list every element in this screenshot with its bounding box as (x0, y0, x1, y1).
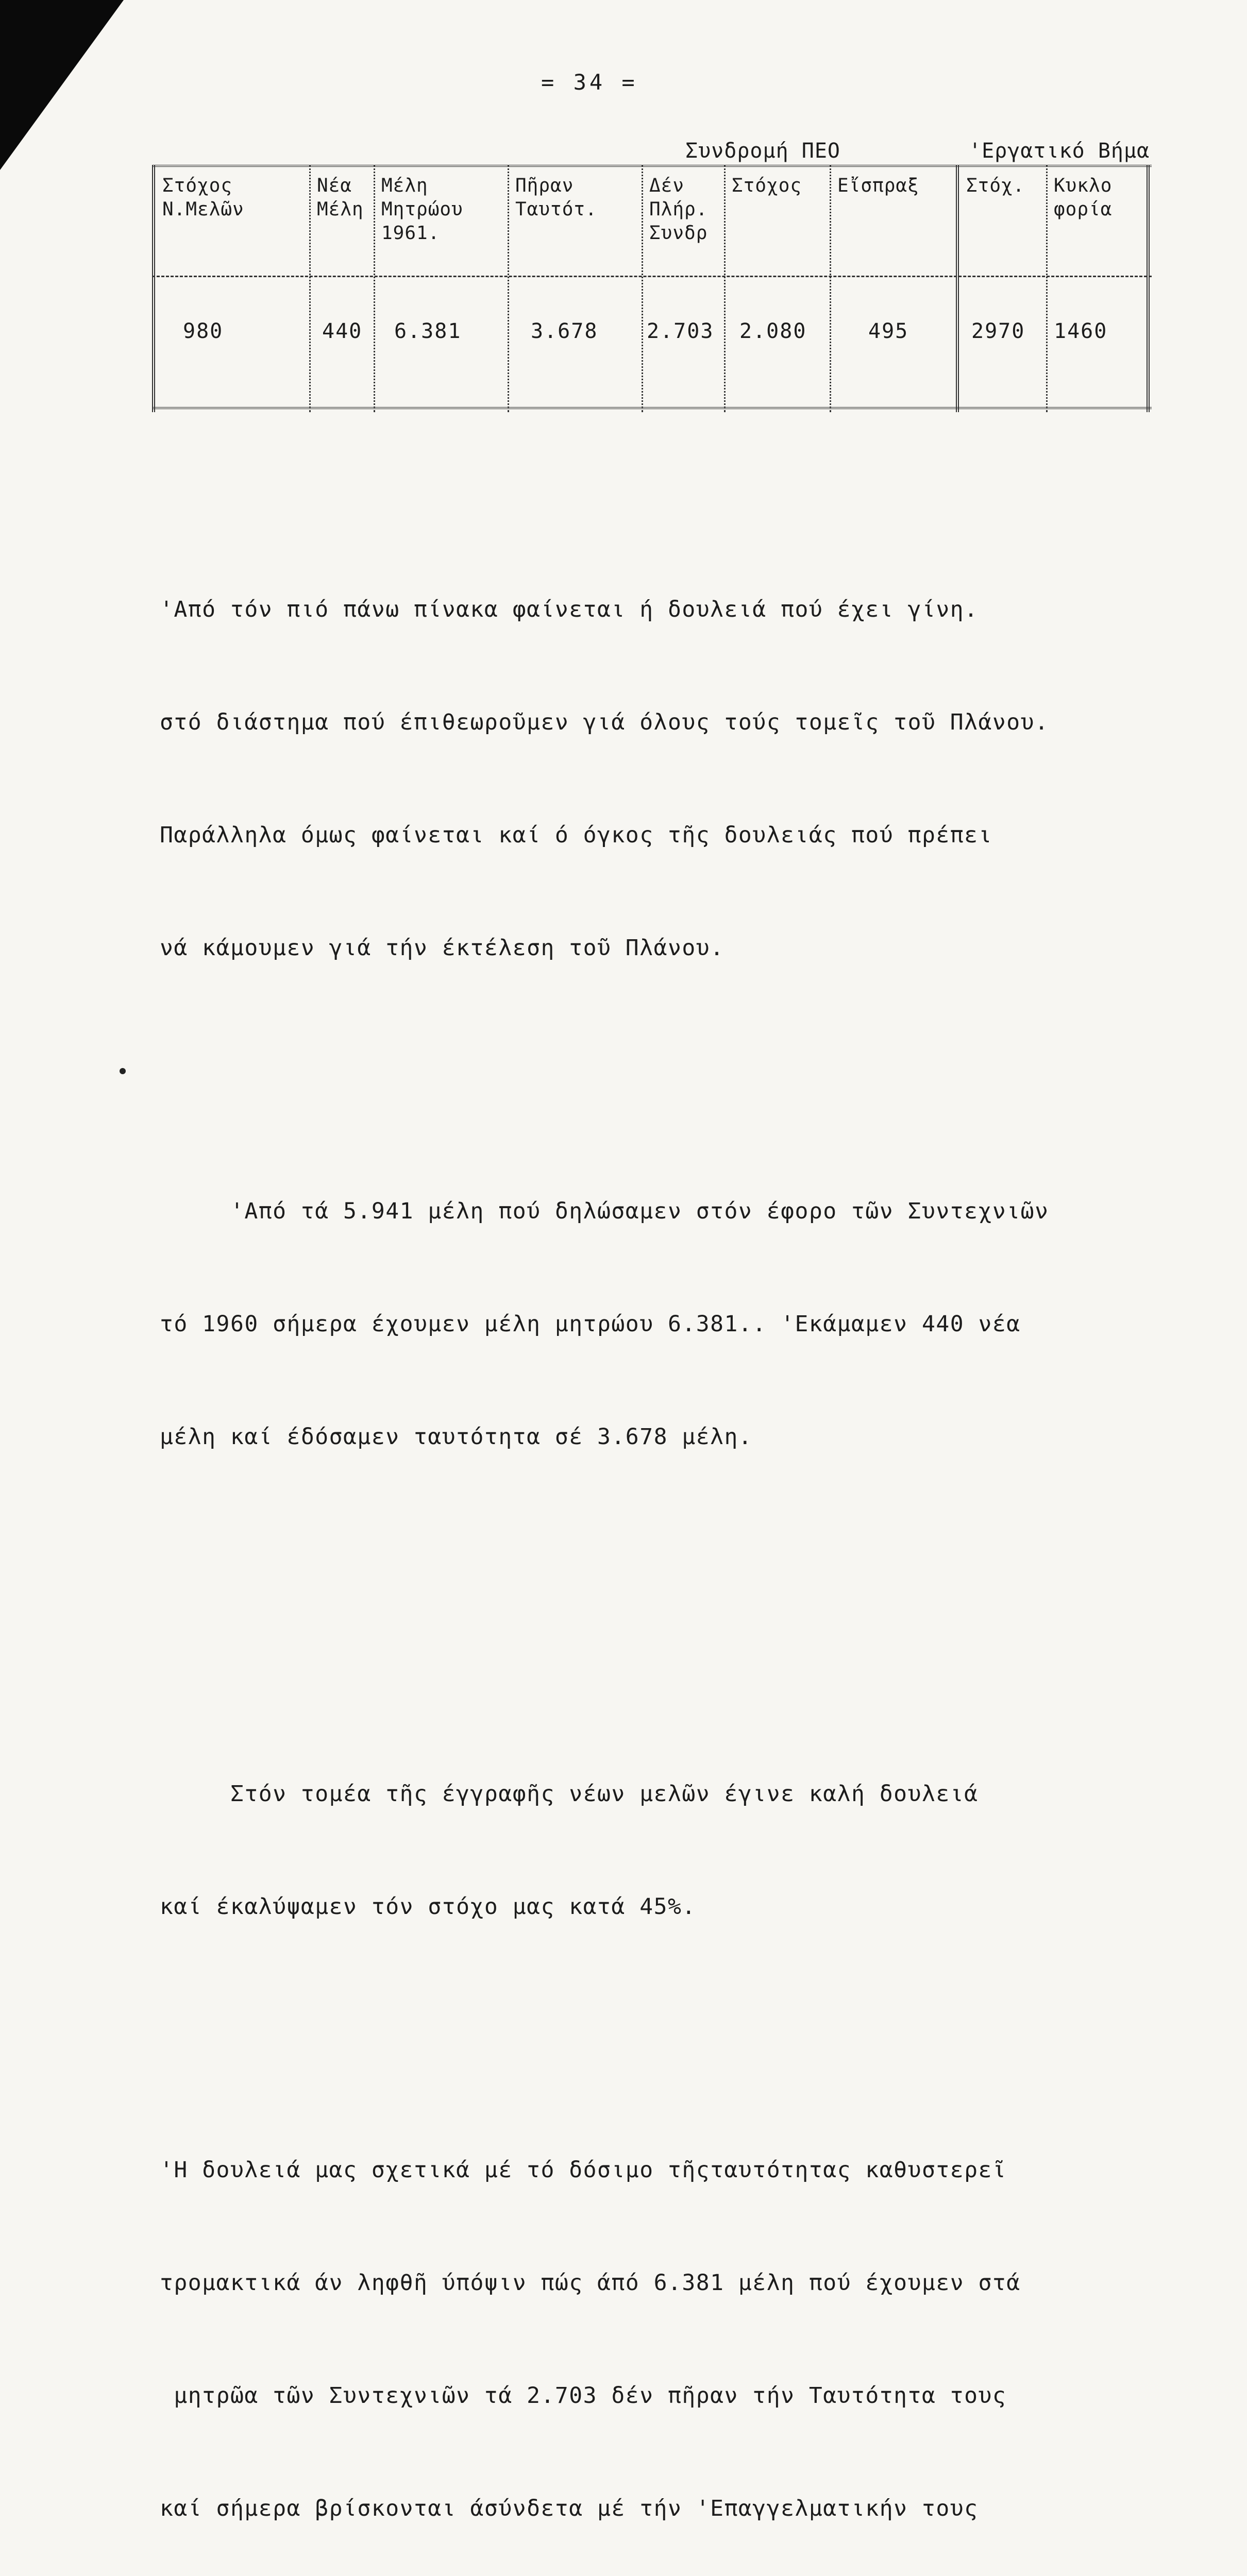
text-line: στό διάστημα πού έπιθεωροῦμεν γιά όλους τούς τομεῖς τοῦ Πλάνου. (160, 709, 1049, 735)
text-line: μητρῶα τῶν Συντεχνιῶν τά 2.703 δέν πῆραν τήν Ταυτότητα τους (160, 2383, 1007, 2409)
table-divider (374, 165, 375, 412)
value-got-id: 3.678 (531, 319, 598, 343)
value-peo-collected: 495 (868, 319, 909, 343)
value-vima-circulation: 1460 (1054, 319, 1108, 343)
table-divider (309, 165, 311, 412)
text-line: τρομακτικά άν ληφθῆ ύπόψιν πώς άπό 6.381 μέλη πού έχουμεν στά (160, 2270, 1021, 2296)
scan-corner-shadow (0, 0, 124, 170)
table-header-rule (152, 276, 1152, 277)
body-text (160, 440, 1139, 2576)
paragraph (160, 2076, 1139, 2576)
header-peo-target: Στόχος (732, 175, 802, 196)
value-new-members: 440 (322, 319, 363, 343)
text-line: καί έκαλύψαμεν τόν στόχο μας κατά 45%. (160, 1894, 696, 1920)
table-border-right (1147, 165, 1150, 412)
group-label-peo: Συνδρομή ΠΕΟ (685, 139, 840, 163)
paragraph (160, 1700, 1139, 2001)
header-unpaid-dues: Δέν Πλήρ. Συνδρ (649, 175, 708, 244)
paragraph (160, 1117, 1139, 1531)
header-got-id: Πῆραν Ταυτότ. (515, 175, 597, 220)
text-line: Στόν τομέα τῆς έγγραφῆς νέων μελῶν έγινε καλή δουλειά (160, 1781, 979, 1807)
text-line: Παράλληλα όμως φαίνεται καί ό όγκος τῆς δουλειάς πού πρέπει (160, 822, 992, 848)
text-line: νά κάμουμεν γιά τήν έκτέλεση τοῦ Πλάνου. (160, 935, 724, 961)
table-divider (830, 165, 831, 412)
header-registry-members: Μέλη Μητρώου 1961. (381, 175, 463, 244)
paragraph (160, 516, 1139, 1042)
text-line: καί σήμερα βρίσκονται άσύνδετα μέ τήν 'Επαγγελματικήν τους (160, 2496, 979, 2521)
value-peo-target: 2.080 (739, 319, 807, 343)
text-line: μέλη καί έδόσαμεν ταυτότητα σέ 3.678 μέλη. (160, 1424, 753, 1450)
value-registry-members: 6.381 (394, 319, 462, 343)
margin-dot (120, 1068, 126, 1074)
group-label-ergatiko-vima: 'Εργατικό Βήμα (969, 139, 1150, 163)
value-unpaid-dues: 2.703 (647, 319, 714, 343)
table-divider (724, 165, 726, 412)
text-line: 'Από τά 5.941 μέλη πού δηλώσαμεν στόν έφορο τῶν Συντεχνιῶν (160, 1198, 1049, 1224)
header-new-members: Νέα Μέλη (317, 175, 364, 220)
value-vima-target: 2970 (971, 319, 1025, 343)
table-border-left (152, 165, 155, 412)
header-peo-collected: Εἴσπραξ (837, 175, 919, 196)
text-line: 'Η δουλειά μας σχετικά μέ τό δόσιμο τῆςταυτότητας καθυστερεῖ (160, 2157, 1007, 2183)
header-vima-circulation: Κυκλο φορία (1054, 175, 1113, 220)
table-divider (1046, 165, 1048, 412)
table-divider-double (956, 165, 959, 412)
text-line: 'Από τόν πιό πάνω πίνακα φαίνεται ή δουλειά πού έχει γίνη. (160, 597, 979, 622)
header-vima-target: Στόχ. (966, 175, 1025, 196)
value-target-members: 980 (183, 319, 224, 343)
page-number: = 34 = (541, 70, 638, 95)
table-bottom-rule (152, 407, 1152, 409)
table-divider (508, 165, 509, 412)
statistics-table (152, 165, 1152, 412)
text-line: τό 1960 σήμερα έχουμεν μέλη μητρώου 6.381.. 'Εκάμαμεν 440 νέα (160, 1311, 1021, 1337)
table-divider (642, 165, 643, 412)
table-top-rule (152, 165, 1152, 167)
header-target-members: Στόχος Ν.Μελῶν (162, 175, 244, 220)
